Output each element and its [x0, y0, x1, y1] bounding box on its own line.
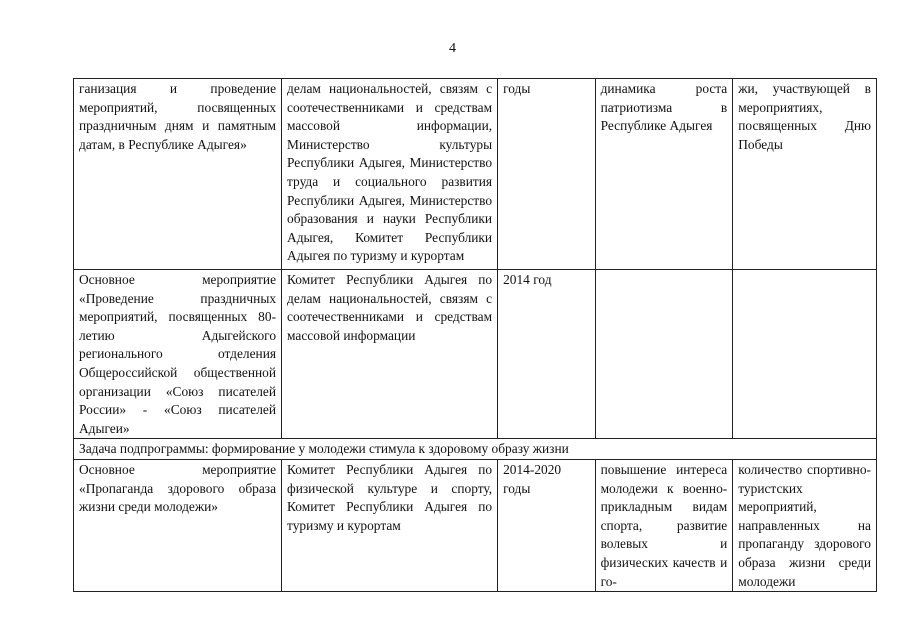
executor-text: Комитет Республики Адыгея по физической культуре и спорту, Комитет Республики Адыгея по туризму и курортам	[287, 461, 493, 533]
table-row	[74, 459, 877, 591]
executor-cell	[282, 270, 498, 439]
measure-cell	[74, 459, 282, 591]
measure-text: ганизация и проведение мероприятий, посвященных праздничным дням и памятным датам, в Республике Адыгея»	[79, 81, 277, 152]
result-cell	[595, 459, 733, 591]
executor-text: Комитет Республики Адыгея по делам национальностей, связям с соотечественниками и средствам массовой информации	[287, 272, 493, 343]
period-text: 2014-2020 годы	[503, 461, 562, 496]
executor-cell	[282, 79, 498, 270]
measure-cell	[74, 270, 282, 439]
task-heading: Задача подпрограммы: формирование у молодежи стимула к здоровому образу жизни	[79, 441, 569, 457]
indicator-cell	[733, 459, 877, 591]
executor-text: делам национальностей, связям с соотечественниками и средствам массовой информации, Министерство культуры Республики Адыгея, Министерство труда и социального развития Республики Адыгея, Министерство образования и науки Республики Адыгея, Комитет Республики Адыгея по туризму и курортам	[287, 81, 493, 264]
indicator-cell	[733, 79, 877, 270]
result-cell	[595, 79, 733, 270]
measure-text: Основное мероприятие «Проведение праздничных мероприятий, посвященных 80-летию Адыгейского регионального отделения Общероссийской общественной организации «Союз писателей России» - «Союз писателей Адыгеи»	[79, 272, 277, 436]
period-text: 2014 год	[503, 272, 552, 287]
task-row	[74, 439, 877, 460]
period-cell	[498, 270, 595, 439]
measure-text: Основное мероприятие «Пропаганда здорового образа жизни среди молодежи»	[79, 461, 277, 515]
indicator-cell	[733, 270, 877, 439]
indicator-text: количество спортивно-туристских мероприятий, направленных на пропаганду здорового образа жизни среди молодежи	[738, 461, 871, 589]
table-row	[74, 79, 877, 270]
result-text: динамика роста патриотизма в Республике Адыгея	[600, 81, 728, 134]
period-cell	[498, 79, 595, 270]
indicator-text: жи, участвующей в мероприятиях, посвященных Дню Победы	[738, 81, 871, 152]
executor-cell	[282, 459, 498, 591]
period-text: годы	[503, 81, 531, 96]
result-text: повышение интереса молодежи к военно-прикладным видам спорта, развитие волевых и физических качеств и го-	[600, 461, 728, 589]
program-table	[73, 78, 877, 592]
result-cell	[595, 270, 733, 439]
table-row	[74, 270, 877, 439]
measure-cell	[74, 79, 282, 270]
task-heading-cell	[74, 439, 877, 460]
period-cell	[498, 459, 595, 591]
page-number: 4	[449, 41, 456, 56]
